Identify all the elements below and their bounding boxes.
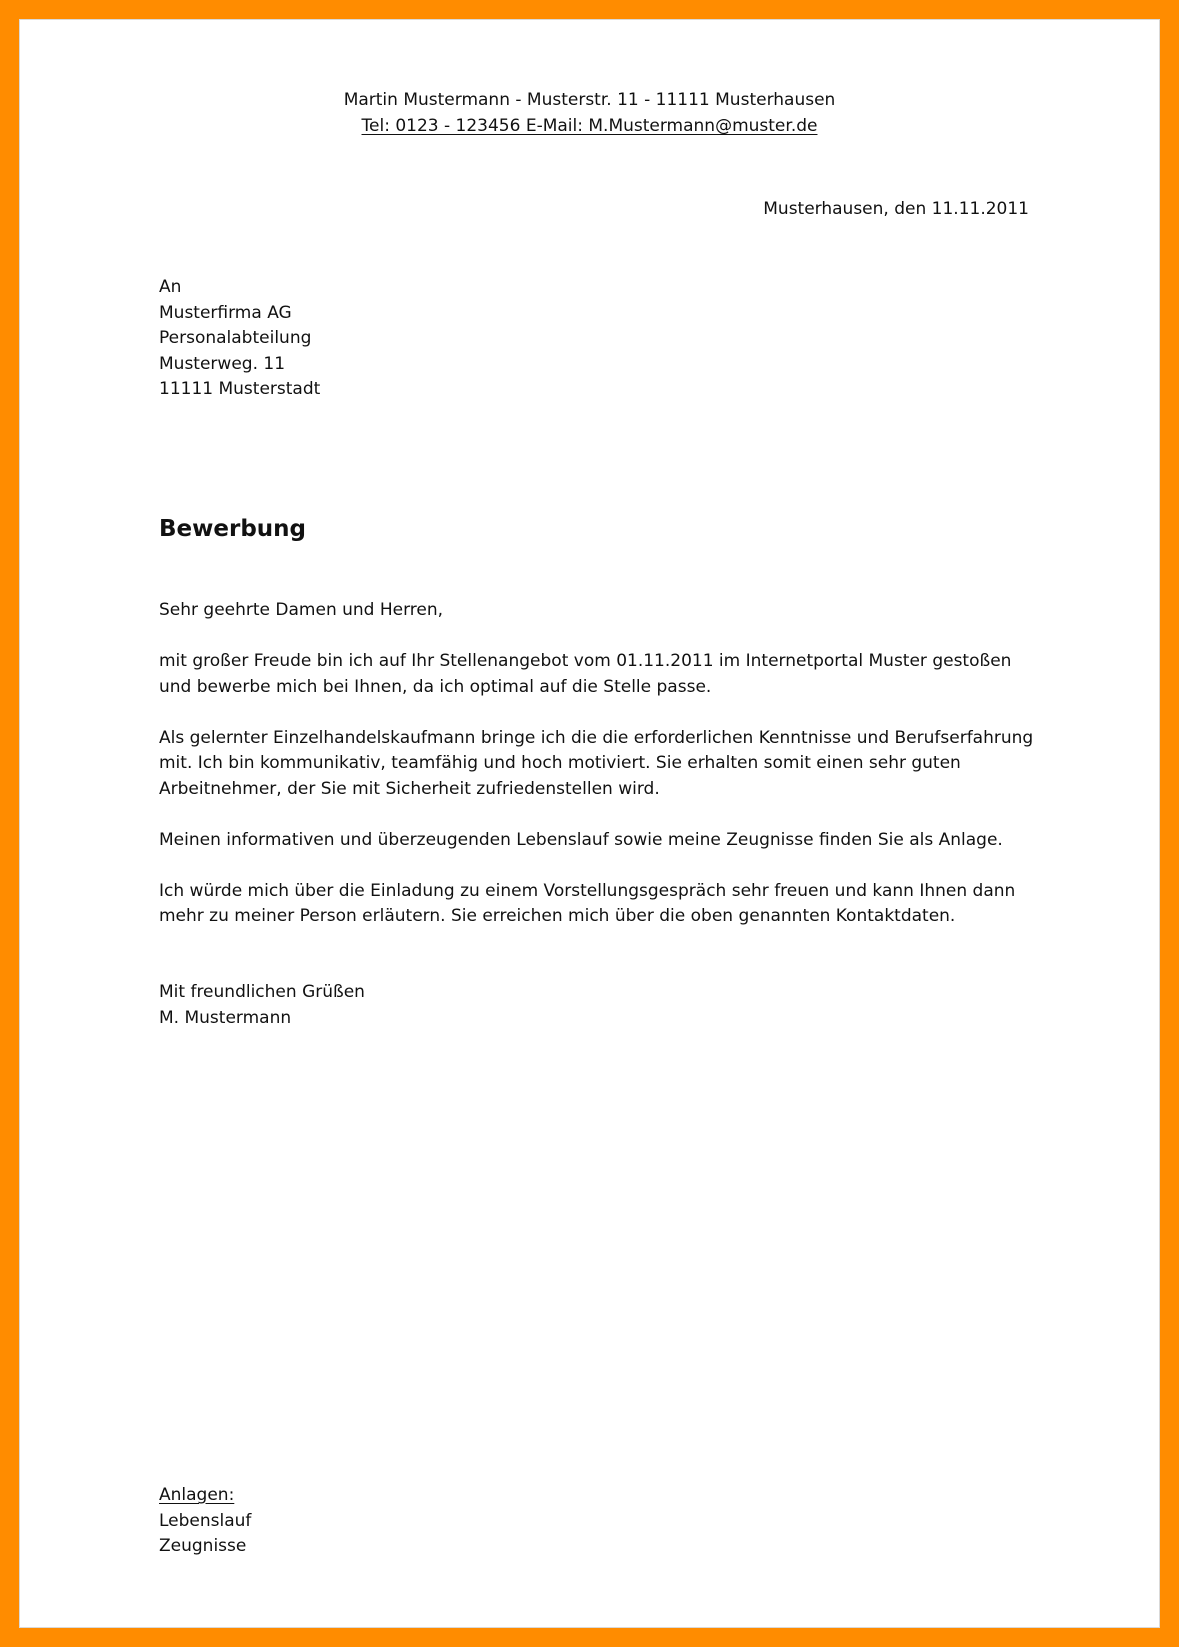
- closing-signature: M. Mustermann: [159, 1007, 292, 1028]
- sender-contact-line: Tel: 0123 - 123456 E-Mail: M.Mustermann@muster.de: [361, 115, 818, 136]
- body-paragraph-4: Ich würde mich über die Einladung zu einem Vorstellungsgespräch sehr freuen und kann Ihnen dann mehr zu meiner Person erläutern. Sie erreichen mich über die oben genannten Kontaktdaten.: [159, 880, 1016, 926]
- attachments-block: [159, 1483, 251, 1560]
- letter-date: Musterhausen, den 11.11.2011: [763, 199, 1029, 219]
- recipient-department: Personalabteilung: [159, 328, 312, 348]
- letter-salutation: Sehr geehrte Damen und Herren,: [159, 600, 444, 620]
- body-paragraph-1: mit großer Freude bin ich auf Ihr Stellenangebot vom 01.11.2011 im Internetportal Muster gestoßen und bewerbe mich bei Ihnen, da ich optimal auf die Stelle passe.: [159, 651, 1012, 697]
- attachments-title: Anlagen:: [159, 1485, 235, 1505]
- body-paragraph-2: Als gelernter Einzelhandelskaufmann bringe ich die die erforderlichen Kenntnisse und Berufserfahrung mit. Ich bin kommunikativ, teamfähig und hoch motiviert. Sie erhalten somit einen sehr guten Arbeitnehmer, der Sie mit Sicherheit zufriedenstellen wird.: [159, 727, 1034, 799]
- letter-subject: Bewerbung: [159, 516, 306, 542]
- attachment-item-resume: Lebenslauf: [159, 1510, 252, 1531]
- recipient-street: Musterweg. 11: [159, 353, 286, 374]
- recipient-city: 11111 Musterstadt: [159, 379, 321, 399]
- recipient-address-block: [159, 275, 320, 403]
- letter-closing: [159, 980, 365, 1031]
- recipient-company: Musterfirma AG: [159, 302, 292, 323]
- attachment-item-certificates: Zeugnisse: [159, 1536, 247, 1556]
- body-paragraph-3: Meinen informativen und überzeugenden Lebenslauf sowie meine Zeugnisse finden Sie als Anlage.: [159, 829, 1003, 850]
- sender-address-line: Martin Mustermann - Musterstr. 11 - 11111 Musterhausen: [343, 90, 836, 110]
- closing-greeting: Mit freundlichen Grüßen: [159, 982, 365, 1002]
- recipient-label: An: [159, 277, 182, 297]
- letter-header: [20, 88, 1159, 139]
- letter-body: [159, 598, 1039, 955]
- letter-page: [20, 20, 1159, 1627]
